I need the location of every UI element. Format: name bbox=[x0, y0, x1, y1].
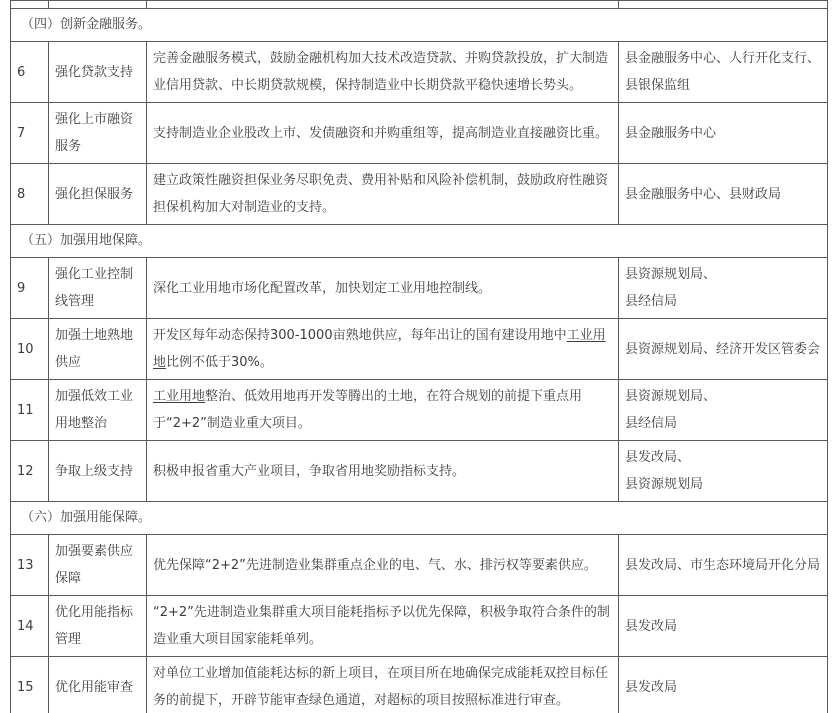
task-row-15 bbox=[11, 657, 828, 713]
text-segment: 完善金融服务模式，鼓励金融机构加大技术改造贷款、并购贷款投放，扩大制造业信用贷款、中长期贷款规模，保持制造业中长期贷款平稳快速增长势头。 bbox=[153, 51, 609, 93]
section-row bbox=[11, 225, 828, 258]
task-description-cell bbox=[147, 258, 619, 319]
task-number-cell: 7 bbox=[11, 103, 49, 164]
task-description-cell bbox=[147, 657, 619, 713]
clipped-cell bbox=[619, 1, 828, 9]
task-name-cell: 加强土地熟地供应 bbox=[49, 319, 147, 380]
department-line: 县经信局 bbox=[625, 416, 678, 431]
task-name-cell: 强化贷款支持 bbox=[49, 42, 147, 103]
department-line: 县发改局、 bbox=[625, 450, 691, 465]
text-segment: 对单位工业增加值能耗达标的新上项目，在项目所在地确保完成能耗双控目标任务的前提下，开辟节能审查绿色通道，对超标的项目按照标准进行审查。 bbox=[153, 666, 609, 708]
section-header: （四）创新金融服务。 bbox=[11, 9, 828, 42]
section-header: （六）加强用能保障。 bbox=[11, 502, 828, 535]
department-line: 县发改局 bbox=[625, 679, 678, 695]
task-name-cell: 争取上级支持 bbox=[49, 441, 147, 502]
task-row-10 bbox=[11, 319, 828, 380]
task-description-cell bbox=[147, 380, 619, 441]
task-description-cell bbox=[147, 42, 619, 103]
department-line: 县银保监组 bbox=[625, 78, 691, 93]
task-number-cell: 11 bbox=[11, 380, 49, 441]
task-row-8 bbox=[11, 164, 828, 225]
task-name-cell: 优化用能指标管理 bbox=[49, 596, 147, 657]
department-line: 县金融服务中心 bbox=[625, 125, 717, 141]
task-name-cell: 强化担保服务 bbox=[49, 164, 147, 225]
responsible-department-cell bbox=[619, 319, 828, 380]
clipped-cell bbox=[11, 1, 49, 9]
clipped-cell bbox=[49, 1, 147, 9]
task-name-cell: 强化上市融资服务 bbox=[49, 103, 147, 164]
task-description-cell bbox=[147, 319, 619, 380]
department-line: 县发改局、市生态环境局开化分局 bbox=[625, 557, 821, 573]
task-name-cell: 优化用能审查 bbox=[49, 657, 147, 713]
section-row bbox=[11, 9, 828, 42]
task-number-cell: 13 bbox=[11, 535, 49, 596]
task-row-12 bbox=[11, 441, 828, 502]
section-header: （五）加强用地保障。 bbox=[11, 225, 828, 258]
text-segment: 建立政策性融资担保业务尽职免责、费用补贴和风险补偿机制，鼓励政府性融资担保机构加大对制造业的支持。 bbox=[153, 173, 609, 215]
table-body bbox=[11, 1, 828, 713]
task-number-cell: 15 bbox=[11, 657, 49, 713]
underlined-text-segment: 工业用地 bbox=[153, 389, 206, 404]
text-segment: “2+2”先进制造业集群重大项目能耗指标予以优先保障，积极争取符合条件的制造业重大项目国家能耗单列。 bbox=[153, 605, 610, 647]
department-line: 县金融服务中心、县财政局 bbox=[625, 186, 782, 202]
task-row-7 bbox=[11, 103, 828, 164]
task-name-cell: 加强低效工业用地整治 bbox=[49, 380, 147, 441]
responsible-department-cell bbox=[619, 42, 828, 103]
task-name-cell: 加强要素供应保障 bbox=[49, 535, 147, 596]
responsible-department-cell bbox=[619, 164, 828, 225]
department-line: 县经信局 bbox=[625, 294, 678, 309]
underlined-text-segment: 工业用地 bbox=[153, 328, 606, 370]
responsible-department-cell bbox=[619, 441, 828, 502]
responsible-department-cell bbox=[619, 258, 828, 319]
task-row-14 bbox=[11, 596, 828, 657]
text-segment: 深化工业用地市场化配置改革，加快划定工业用地控制线。 bbox=[153, 280, 492, 296]
department-line: 县资源规划局 bbox=[625, 477, 704, 492]
task-description-cell bbox=[147, 103, 619, 164]
task-description-cell bbox=[147, 164, 619, 225]
department-line: 县资源规划局、 bbox=[625, 389, 717, 404]
task-number-cell: 10 bbox=[11, 319, 49, 380]
responsible-department-cell bbox=[619, 535, 828, 596]
text-segment: 整治、低效用地再开发等腾出的土地，在符合规划的前提下重点用于“2+2”制造业重大项目。 bbox=[153, 389, 583, 431]
task-number-cell: 6 bbox=[11, 42, 49, 103]
responsible-department-cell bbox=[619, 596, 828, 657]
task-number-cell: 14 bbox=[11, 596, 49, 657]
text-segment: 比例不低于30%。 bbox=[166, 355, 273, 370]
department-line: 县资源规划局、经济开发区管委会 bbox=[625, 341, 821, 357]
task-number-cell: 9 bbox=[11, 258, 49, 319]
task-row-6 bbox=[11, 42, 828, 103]
department-line: 县资源规划局、 bbox=[625, 267, 717, 282]
task-description-cell bbox=[147, 441, 619, 502]
text-segment: 支持制造业企业股改上市、发债融资和并购重组等，提高制造业直接融资比重。 bbox=[153, 125, 609, 141]
text-segment: 开发区每年动态保持300-1000亩熟地供应，每年出让的国有建设用地中 bbox=[153, 328, 567, 343]
department-line: 县发改局 bbox=[625, 618, 678, 634]
task-row-11 bbox=[11, 380, 828, 441]
responsible-department-cell bbox=[619, 103, 828, 164]
task-description-cell bbox=[147, 596, 619, 657]
clipped-row-top bbox=[11, 1, 828, 9]
department-line: 县金融服务中心、人行开化支行、 bbox=[625, 51, 821, 66]
task-name-cell: 强化工业控制线管理 bbox=[49, 258, 147, 319]
task-number-cell: 12 bbox=[11, 441, 49, 502]
task-row-13 bbox=[11, 535, 828, 596]
responsible-department-cell bbox=[619, 657, 828, 713]
task-number-cell: 8 bbox=[11, 164, 49, 225]
task-row-9 bbox=[11, 258, 828, 319]
text-segment: 积极申报省重大产业项目，争取省用地奖励指标支持。 bbox=[153, 463, 466, 479]
responsible-department-cell bbox=[619, 380, 828, 441]
clipped-cell bbox=[147, 1, 619, 9]
section-row bbox=[11, 502, 828, 535]
policy-task-table bbox=[10, 0, 828, 713]
task-description-cell bbox=[147, 535, 619, 596]
text-segment: 优先保障“2+2”先进制造业集群重点企业的电、气、水、排污权等要素供应。 bbox=[153, 557, 597, 573]
